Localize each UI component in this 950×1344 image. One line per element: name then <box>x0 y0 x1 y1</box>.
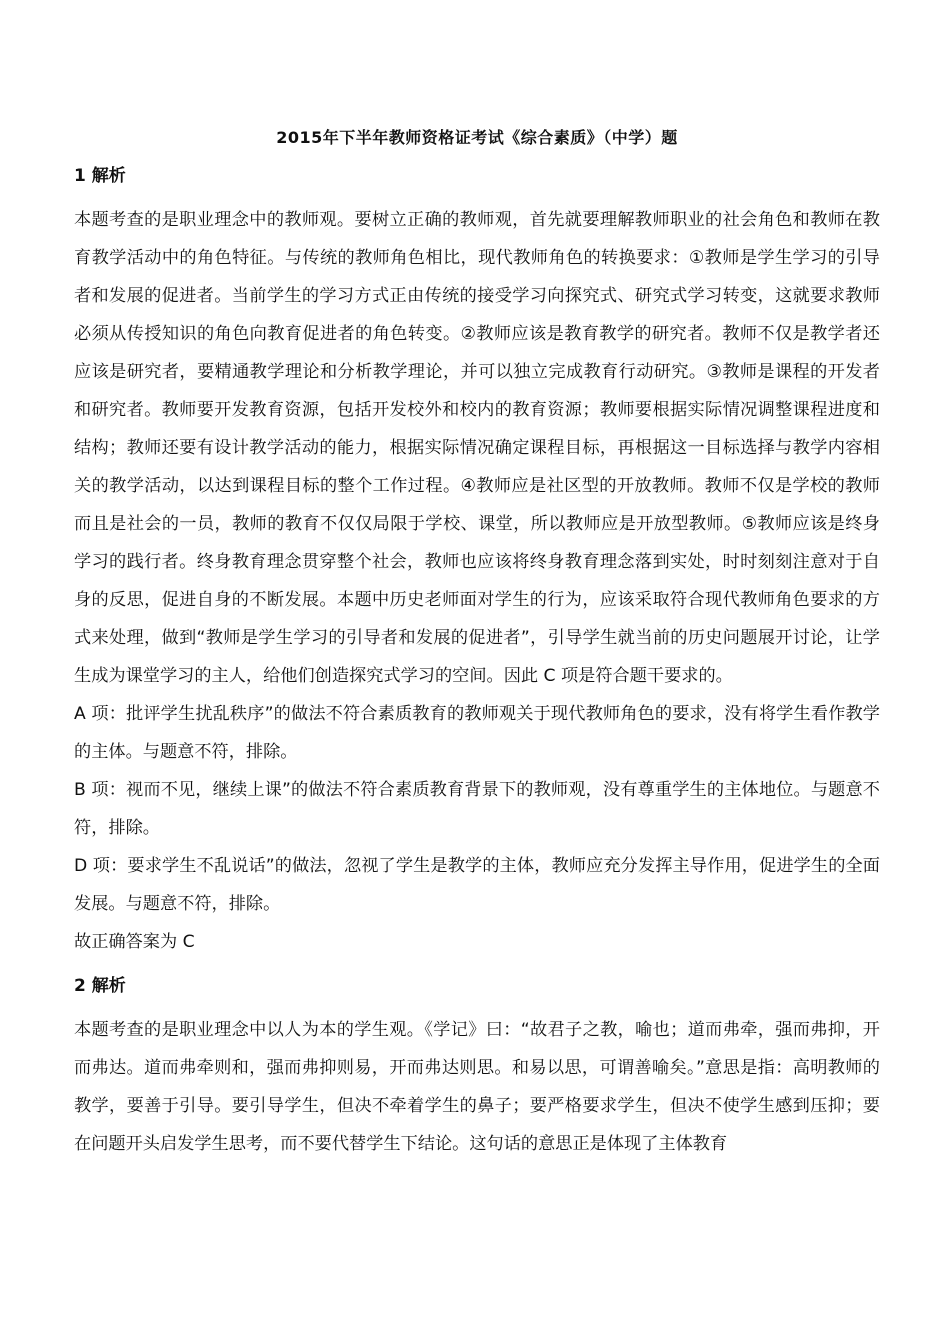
section-paragraph: 本题考查的是职业理念中以人为本的学生观。《学记》曰：“故君子之教，喻也；道而弗牵，强而弗抑，开而弗达。道而弗牵则和，强而弗抑则易，开而弗达则思。和易以思，可谓善喻矣。”意思是指：高明教师的教学，要善于引导。要引导学生，但决不牵着学生的鼻子；要严格要求学生，但决不使学生感到压抑；要在问题开头启发学生思考，而不要代替学生下结论。这句话的意思正是体现了主体教育 <box>74 1020 880 1154</box>
answer-paragraph: 故正确答案为 C <box>74 932 195 952</box>
section-2 <box>74 973 880 1163</box>
section-paragraph: 本题考查的是职业理念中的教师观。要树立正确的教师观，首先就要理解教师职业的社会角色和教师在教育教学活动中的角色特征。与传统的教师角色相比，现代教师角色的转换要求：①教师是学生学习的引导者和发展的促进者。当前学生的学习方式正由传统的接受学习向探究式、研究式学习转变，这就要求教师必须从传授知识的角色向教育促进者的角色转变。②教师应该是教育教学的研究者。教师不仅是教学者还应该是研究者，要精通教学理论和分析教学理论，并可以独立完成教育行动研究。③教师是课程的开发者和研究者。教师要开发教育资源，包括开发校外和校内的教育资源；教师要根据实际情况调整课程进度和结构；教师还要有设计教学活动的能力，根据实际情况确定课程目标，再根据这一目标选择与教学内容相关的教学活动，以达到课程目标的整个工作过程。④教师应是社区型的开放教师。教师不仅是学校的教师而且是社会的一员，教师的教育不仅仅局限于学校、课堂，所以教师应是开放型教师。⑤教师应该是终身学习的践行者。终身教育理念贯穿整个社会，教师也应该将终身教育理念落到实处，时时刻刻注意对于自身的反思，促进自身的不断发展。本题中历史老师面对学生的行为，应该采取符合现代教师角色要求的方式来处理，做到“教师是学生学习的引导者和发展的促进者”，引导学生就当前的历史问题展开讨论，让学生成为课堂学习的主人，给他们创造探究式学习的空间。因此 C 项是符合题干要求的。 <box>74 210 880 686</box>
section-1 <box>74 163 880 961</box>
option-d-paragraph: D 项：要求学生不乱说话”的做法，忽视了学生是教学的主体，教师应充分发挥主导作用，促进学生的全面发展。与题意不符，排除。 <box>74 856 880 914</box>
option-a-paragraph: A 项：批评学生扰乱秩序”的做法不符合素质教育的教师观关于现代教师角色的要求，没有将学生看作教学的主体。与题意不符，排除。 <box>74 704 880 762</box>
section-heading: 2 解析 <box>74 976 126 996</box>
document-page <box>74 125 880 1163</box>
section-heading: 1 解析 <box>74 166 126 186</box>
option-b-paragraph: B 项：视而不见，继续上课”的做法不符合素质教育背景下的教师观，没有尊重学生的主体地位。与题意不符，排除。 <box>74 780 880 838</box>
document-title: 2015年下半年教师资格证考试《综合素质》（中学）题 <box>276 128 678 147</box>
